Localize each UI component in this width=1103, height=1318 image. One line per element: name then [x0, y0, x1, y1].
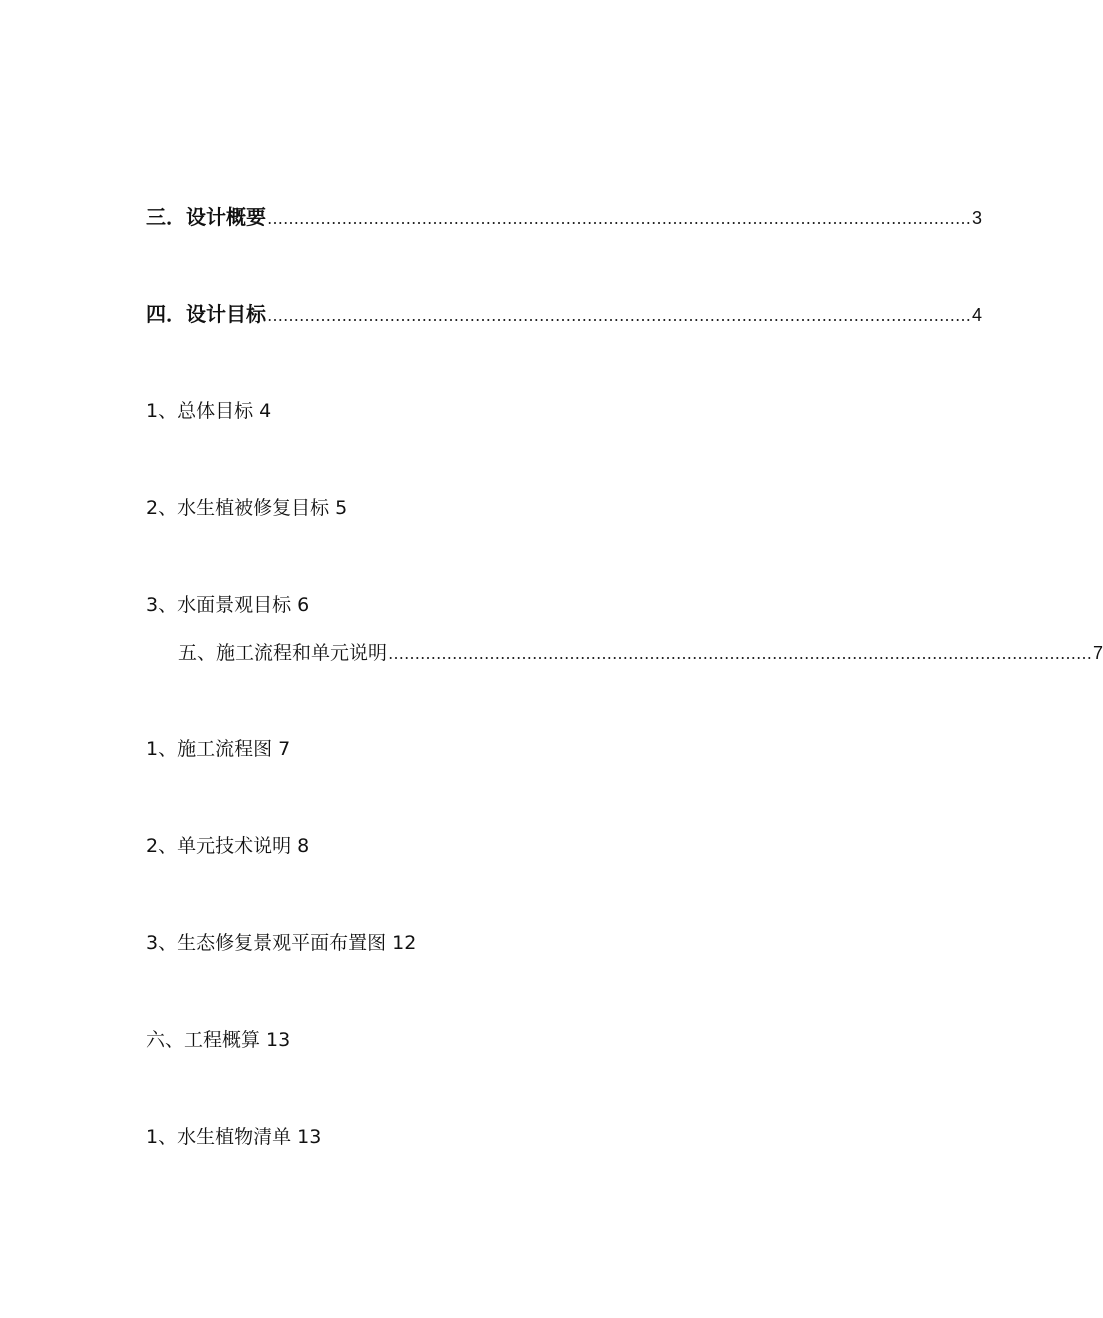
toc-page-number: 7 [1093, 643, 1103, 663]
toc-page-number: 3 [972, 208, 983, 228]
toc-entry-4-3[interactable]: 3、水面景观目标 6 [146, 594, 310, 616]
toc-entry-4-2[interactable]: 2、水生植被修复目标 5 [146, 497, 348, 519]
toc-entry-section-3[interactable] [146, 204, 983, 232]
toc-entry-5-2[interactable]: 2、单元技术说明 8 [146, 835, 310, 857]
toc-entry-section-4[interactable] [146, 301, 983, 329]
dot-leader: …………………………………………………………………………………………………………………… [388, 644, 1093, 663]
toc-entry-6-1[interactable]: 1、水生植物清单 13 [146, 1126, 322, 1148]
dot-leader: …………………………………………………………………………………………………………………… [267, 306, 971, 325]
toc-entry-section-5[interactable] [178, 640, 1103, 667]
toc-entry-4-1[interactable]: 1、总体目标 4 [146, 400, 272, 422]
toc-entry-title: 三．设计概要 [146, 205, 266, 229]
toc-entry-5-1[interactable]: 1、施工流程图 7 [146, 738, 291, 760]
toc-entry-5-3[interactable]: 3、生态修复景观平面布置图 12 [146, 932, 417, 954]
toc-entry-title: 五、施工流程和单元说明 [178, 642, 388, 664]
toc-entry-section-6[interactable]: 六、工程概算 13 [146, 1029, 291, 1051]
dot-leader: …………………………………………………………………………………………………………………… [267, 209, 971, 228]
toc-entry-title: 四．设计目标 [146, 302, 266, 326]
toc-page-number: 4 [972, 305, 983, 325]
